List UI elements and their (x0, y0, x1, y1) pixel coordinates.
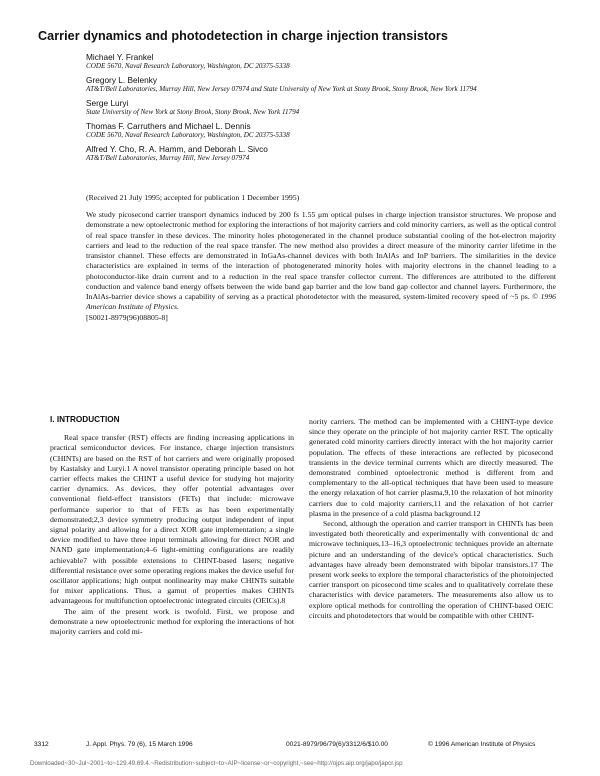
author-affiliation: CODE 5670, Naval Research Laboratory, Washington, DC 20375-5338 (86, 62, 290, 70)
paragraph: The aim of the present work is twofold. First, we propose and demonstrate a new optoelectronic method for exploring the interactions of hot majority carriers and cold mi- (50, 606, 294, 637)
abstract-text: We study picosecond carrier transport dynamics induced by 200 fs 1.55 μm optical pulses in charge injection transistor structures. We propose and demonstrate a new optoelectronic method for exploring the interactions of hot majority carriers and cold minority carriers, as well as the optical control of real space transfer in these devices. The minority holes photogenerated in the channel produce substantial cooling of the hot-electron majority carriers and lead to the reduction of the real space transfer. The new method also provides a direct measure of the minority carrier lifetime in the transistor channel. These effects are demonstrated in InGaAs-channel devices with both InAlAs and InP barriers. The similarities in the device characteristics are explained in terms of the interaction of photogenerated minority holes with majority electrons in the channel leading to a photoconductor-like drain current and to a reduction in the real space transfer collector current. The differences are attributed to the different conduction and valence band energy offsets between the wide band gap barrier and the low band gap collector and channel layers. Furthermore, the InAlAs-barrier device shows a capability of serving as a practical photodetector with the measured, system-limited recovery speed of ~5 ps. (86, 210, 556, 301)
author-block (86, 121, 566, 140)
left-column (50, 415, 294, 637)
journal-citation: J. Appl. Phys. 79 (6), 15 March 1996 (86, 741, 193, 748)
received-dates: (Received 21 July 1995; accepted for publication 1 December 1995) (86, 193, 300, 202)
author-name: Gregory L. Belenky (86, 75, 158, 85)
author-affiliation: AT&T/Bell Laboratories, Murray Hill, New Jersey 07974 and State University of New York at Stony Brook, Stony Brook, New York 11794 (86, 85, 477, 93)
page-footer (30, 741, 570, 753)
section-heading: I. INTRODUCTION (50, 415, 120, 424)
article-code: 0021-8979/96/79(6)/3312/6/$10.00 (286, 741, 388, 748)
abstract-copyright: © 1996 American Institute of Physics. (86, 292, 556, 312)
author-block (86, 75, 566, 94)
paragraph: Real space transfer (RST) effects are finding increasing applications in practical semiconductor devices. For instance, charge injection transistors (CHINTs) are based on the RST of hot carriers and were originally proposed by Kastalsky and Luryi.1 A novel transistor operating principle based on hot carrier effects makes the CHINT a useful device for studying hot majority carrier dynamics. As devices, they offer potential advantages over conventional field-effect transistors (FETs) that include: microwave performance superior to that of FETs as has been experimentally demonstrated;2,3 device symmetry producing output independent of input signal polarity and allowing for a direct XOR gate implementation; a single device modified to have three input terminals allowing for direct NOR and NAND gate implementation;4–6 light-emitting configurations are readily achievable7 with possible extensions to CHINT-based lasers; negative differential resistance over some operating regions makes the device useful for oscillator applications; high output nonlinearity may make CHINTs suitable for mixer applications. Thus, a gamut of properties makes CHINTs advantageous for multifunction optoelectronic integrated circuits (OEICs).8 (50, 433, 294, 606)
author-list (86, 52, 566, 167)
author-affiliation: AT&T/Bell Laboratories, Murray Hill, New Jersey 07974 (86, 154, 250, 162)
download-notice: Downloaded~30~Jul~2001~to~129.49.69.4.~Redistribution~subject~to~AIP~license~or~copyright,~see~http://ojps.aip.org/japo/japcr.jsp (30, 760, 403, 767)
author-name: Thomas F. Carruthers and Michael L. Dennis (86, 121, 251, 131)
author-block (86, 52, 566, 71)
right-column (309, 417, 553, 621)
page-number: 3312 (34, 741, 49, 748)
footer-copyright: © 1996 American Institute of Physics (428, 741, 536, 748)
author-block (86, 144, 566, 163)
author-name: Serge Luryi (86, 98, 129, 108)
abstract (86, 210, 556, 323)
author-name: Alfred Y. Cho, R. A. Hamm, and Deborah L. Sivco (86, 144, 268, 154)
abstract-doi-code: [S0021-8979(96)08805-8] (86, 312, 168, 322)
author-affiliation: CODE 5670, Naval Research Laboratory, Washington, DC 20375-5338 (86, 131, 290, 139)
paragraph: Second, although the operation and carrier transport in CHINTs has been investigated both theoretically and experimentally with conventional dc and microwave techniques,13–16,3 optoelectronic techniques provide an alternate picture and an understanding of the device's optical characteristics. Such advantages have already been demonstrated with bipolar transistors.17 The present work seeks to explore the temporal characteristics of the photoinjected carrier transport on picosecond time scales and to qualitatively correlate these characteristics with device parameters. The measurements also allow us to explore optical methods for controlling the operation of CHINT-based OEIC circuits and photodetectors that would be compatible with other CHINT- (309, 519, 553, 620)
author-name: Michael Y. Frankel (86, 52, 154, 62)
author-affiliation: State University of New York at Stony Brook, Stony Brook, New York 11794 (86, 108, 300, 116)
paragraph: nority carriers. The method can be implemented with a CHINT-type device since they operate on the principle of hot majority carrier RST. The optically generated cold minority carriers directly interact with the hot majority carrier population. The effects of these interactions are reflected by picosecond transients in the device terminal currents which are directly measured. The demonstrated combined optoelectronic method is different from and complementary to the all-optical techniques that have been used to measure the energy relaxation of hot carrier plasma,9,10 the relaxation of hot minority carriers due to cold majority carriers,11 and the relaxation of hot carrier plasma in the presence of a cold plasma background.12 (309, 417, 553, 518)
paper-title: Carrier dynamics and photodetection in charge injection transistors (38, 29, 448, 43)
author-block (86, 98, 566, 117)
